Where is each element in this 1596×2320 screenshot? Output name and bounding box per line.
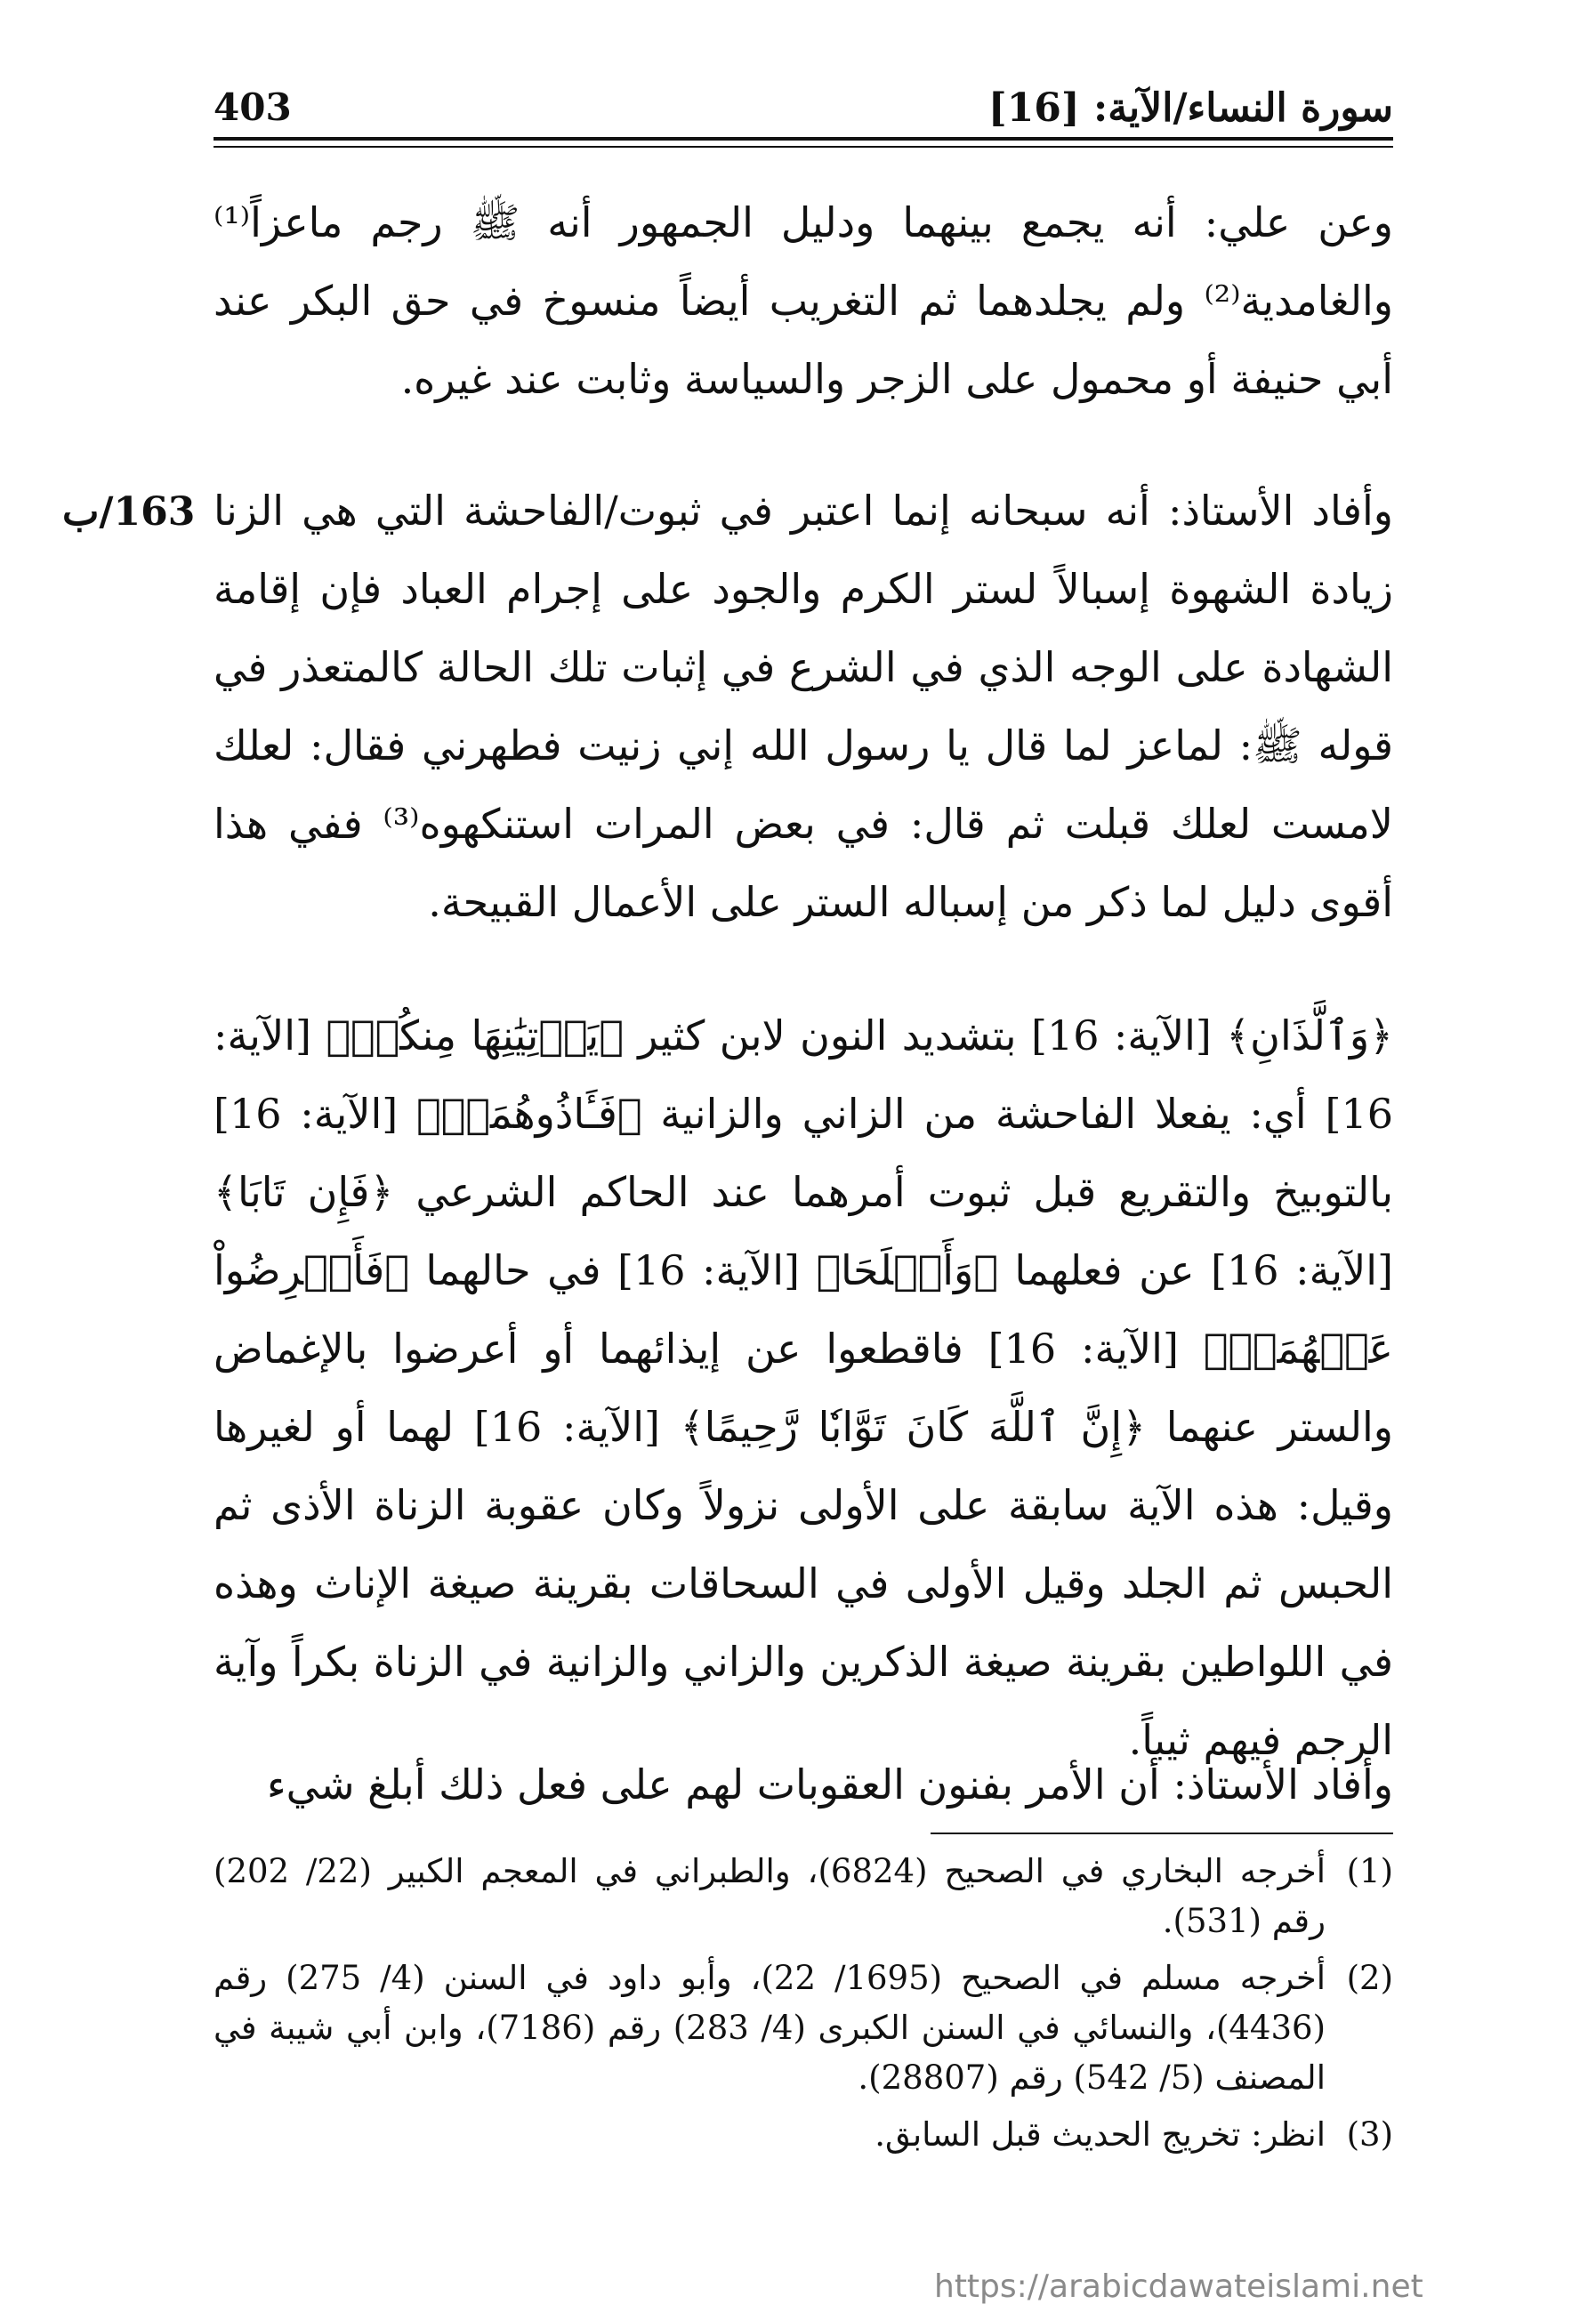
footnote-text: انظر: تخريج الحديث قبل السابق. <box>875 2115 1326 2154</box>
footnote-2 <box>214 1953 1393 2103</box>
page-number: 403 <box>214 85 292 129</box>
footnote-text: أخرجه مسلم في الصحيح (1695/ 22)، وأبو داود في السنن (4/ 275) رقم (4436)، والنسائي في السنن الكبرى (4/ 283) رقم (7186)، وابن أبي شيبة في المصنف (5/ 542) رقم (28807). <box>214 1959 1326 2097</box>
folio-margin-note: 163/ب <box>62 489 196 535</box>
paragraph-3 <box>214 996 1393 1779</box>
watermark-url: https://arabicdawateislami.net <box>934 2268 1423 2305</box>
paragraph-text: وأفاد الأستاذ: أنه سبحانه إنما اعتبر في ثبوت/الفاحشة التي هي الزنا زيادة الشهوة إسبالاً لستر الكرم والجود على إجرام العباد فإن إقامة الشهادة على الوجه الذي في الشرع في إثبات تلك الحالة كالمتعذر في قوله ﷺ: لماعز لما قال يا رسول الله إني زنيت فطهرني فقال: لعلك لامست لعلك قبلت ثم قال: في بعض المرات استنكهوه⁽³⁾ ففي هذا أقوى دليل لما ذكر من إسباله الستر على الأعمال القبيحة. <box>214 487 1393 926</box>
footnote-3 <box>214 2110 1393 2160</box>
paragraph-4 <box>214 1745 1393 1824</box>
footnote-1 <box>214 1847 1393 1946</box>
header-rule-thin <box>214 146 1393 148</box>
paragraph-text: ﴿وَٱلَّذَانِ﴾ [الآية: 16] بتشديد النون لابن كثير ﴿يَأۡتِيَٰنِهَا مِنكُمۡ﴾ [الآية: 16] أي: يفعلا الفاحشة من الزاني والزانية ﴿فَـَٔاذُوهُمَاۖ﴾ [الآية: 16] بالتوبيخ والتقريع قبل ثبوت أمرهما عند الحاكم الشرعي ﴿فَإِن تَابَا﴾ [الآية: 16] عن فعلهما ﴿وَأَصۡلَحَا﴾ [الآية: 16] في حالهما ﴿فَأَعۡرِضُواْ عَنۡهُمَآۗ﴾ [الآية: 16] فاقطعوا عن إيذائهما أو أعرضوا بالإغماض والستر عنهما ﴿إِنَّ ٱللَّهَ كَانَ تَوَّابٗا رَّحِيمًا﴾ [الآية: 16] لهما أو لغيرها وقيل: هذه الآية سابقة على الأولى نزولاً وكان عقوبة الزناة الأذى ثم الحبس ثم الجلد وقيل الأولى في السحاقات بقرينة صيغة الإناث وهذه في اللواطين بقرينة صيغة الذكرين والزاني والزانية في الزناة بكراً وآية الرجم فيهم ثيباً. <box>214 1011 1394 1764</box>
paragraph-2 <box>214 471 1393 941</box>
footnote-text: أخرجه البخاري في الصحيح (6824)، والطبراني في المعجم الكبير (22/ 202) رقم (531). <box>214 1852 1326 1940</box>
footnotes <box>214 1847 1393 2167</box>
footnote-number: (1) <box>1346 1852 1393 1890</box>
footnote-number: (3) <box>1346 2115 1393 2154</box>
running-title: سورة النساء/الآية: [16] <box>987 85 1393 131</box>
paragraph-1 <box>214 183 1393 418</box>
page-header <box>214 82 1393 135</box>
paragraph-text: وأفاد الأستاذ: أن الأمر بفنون العقوبات لهم على فعل ذلك أبلغ شيء <box>267 1760 1393 1808</box>
footnote-separator <box>931 1833 1393 1834</box>
footnote-number: (2) <box>1346 1959 1393 1997</box>
paragraph-text: وعن علي: أنه يجمع بينهما ودليل الجمهور أنه ﷺ رجم ماعزاً⁽¹⁾ والغامدية⁽²⁾ ولم يجلدهما ثم التغريب أيضاً منسوخ في حق البكر عند أبي حنيفة أو محمول على الزجر والسياسة وثابت عند غيره. <box>214 198 1393 403</box>
header-rule-thick <box>214 137 1393 141</box>
